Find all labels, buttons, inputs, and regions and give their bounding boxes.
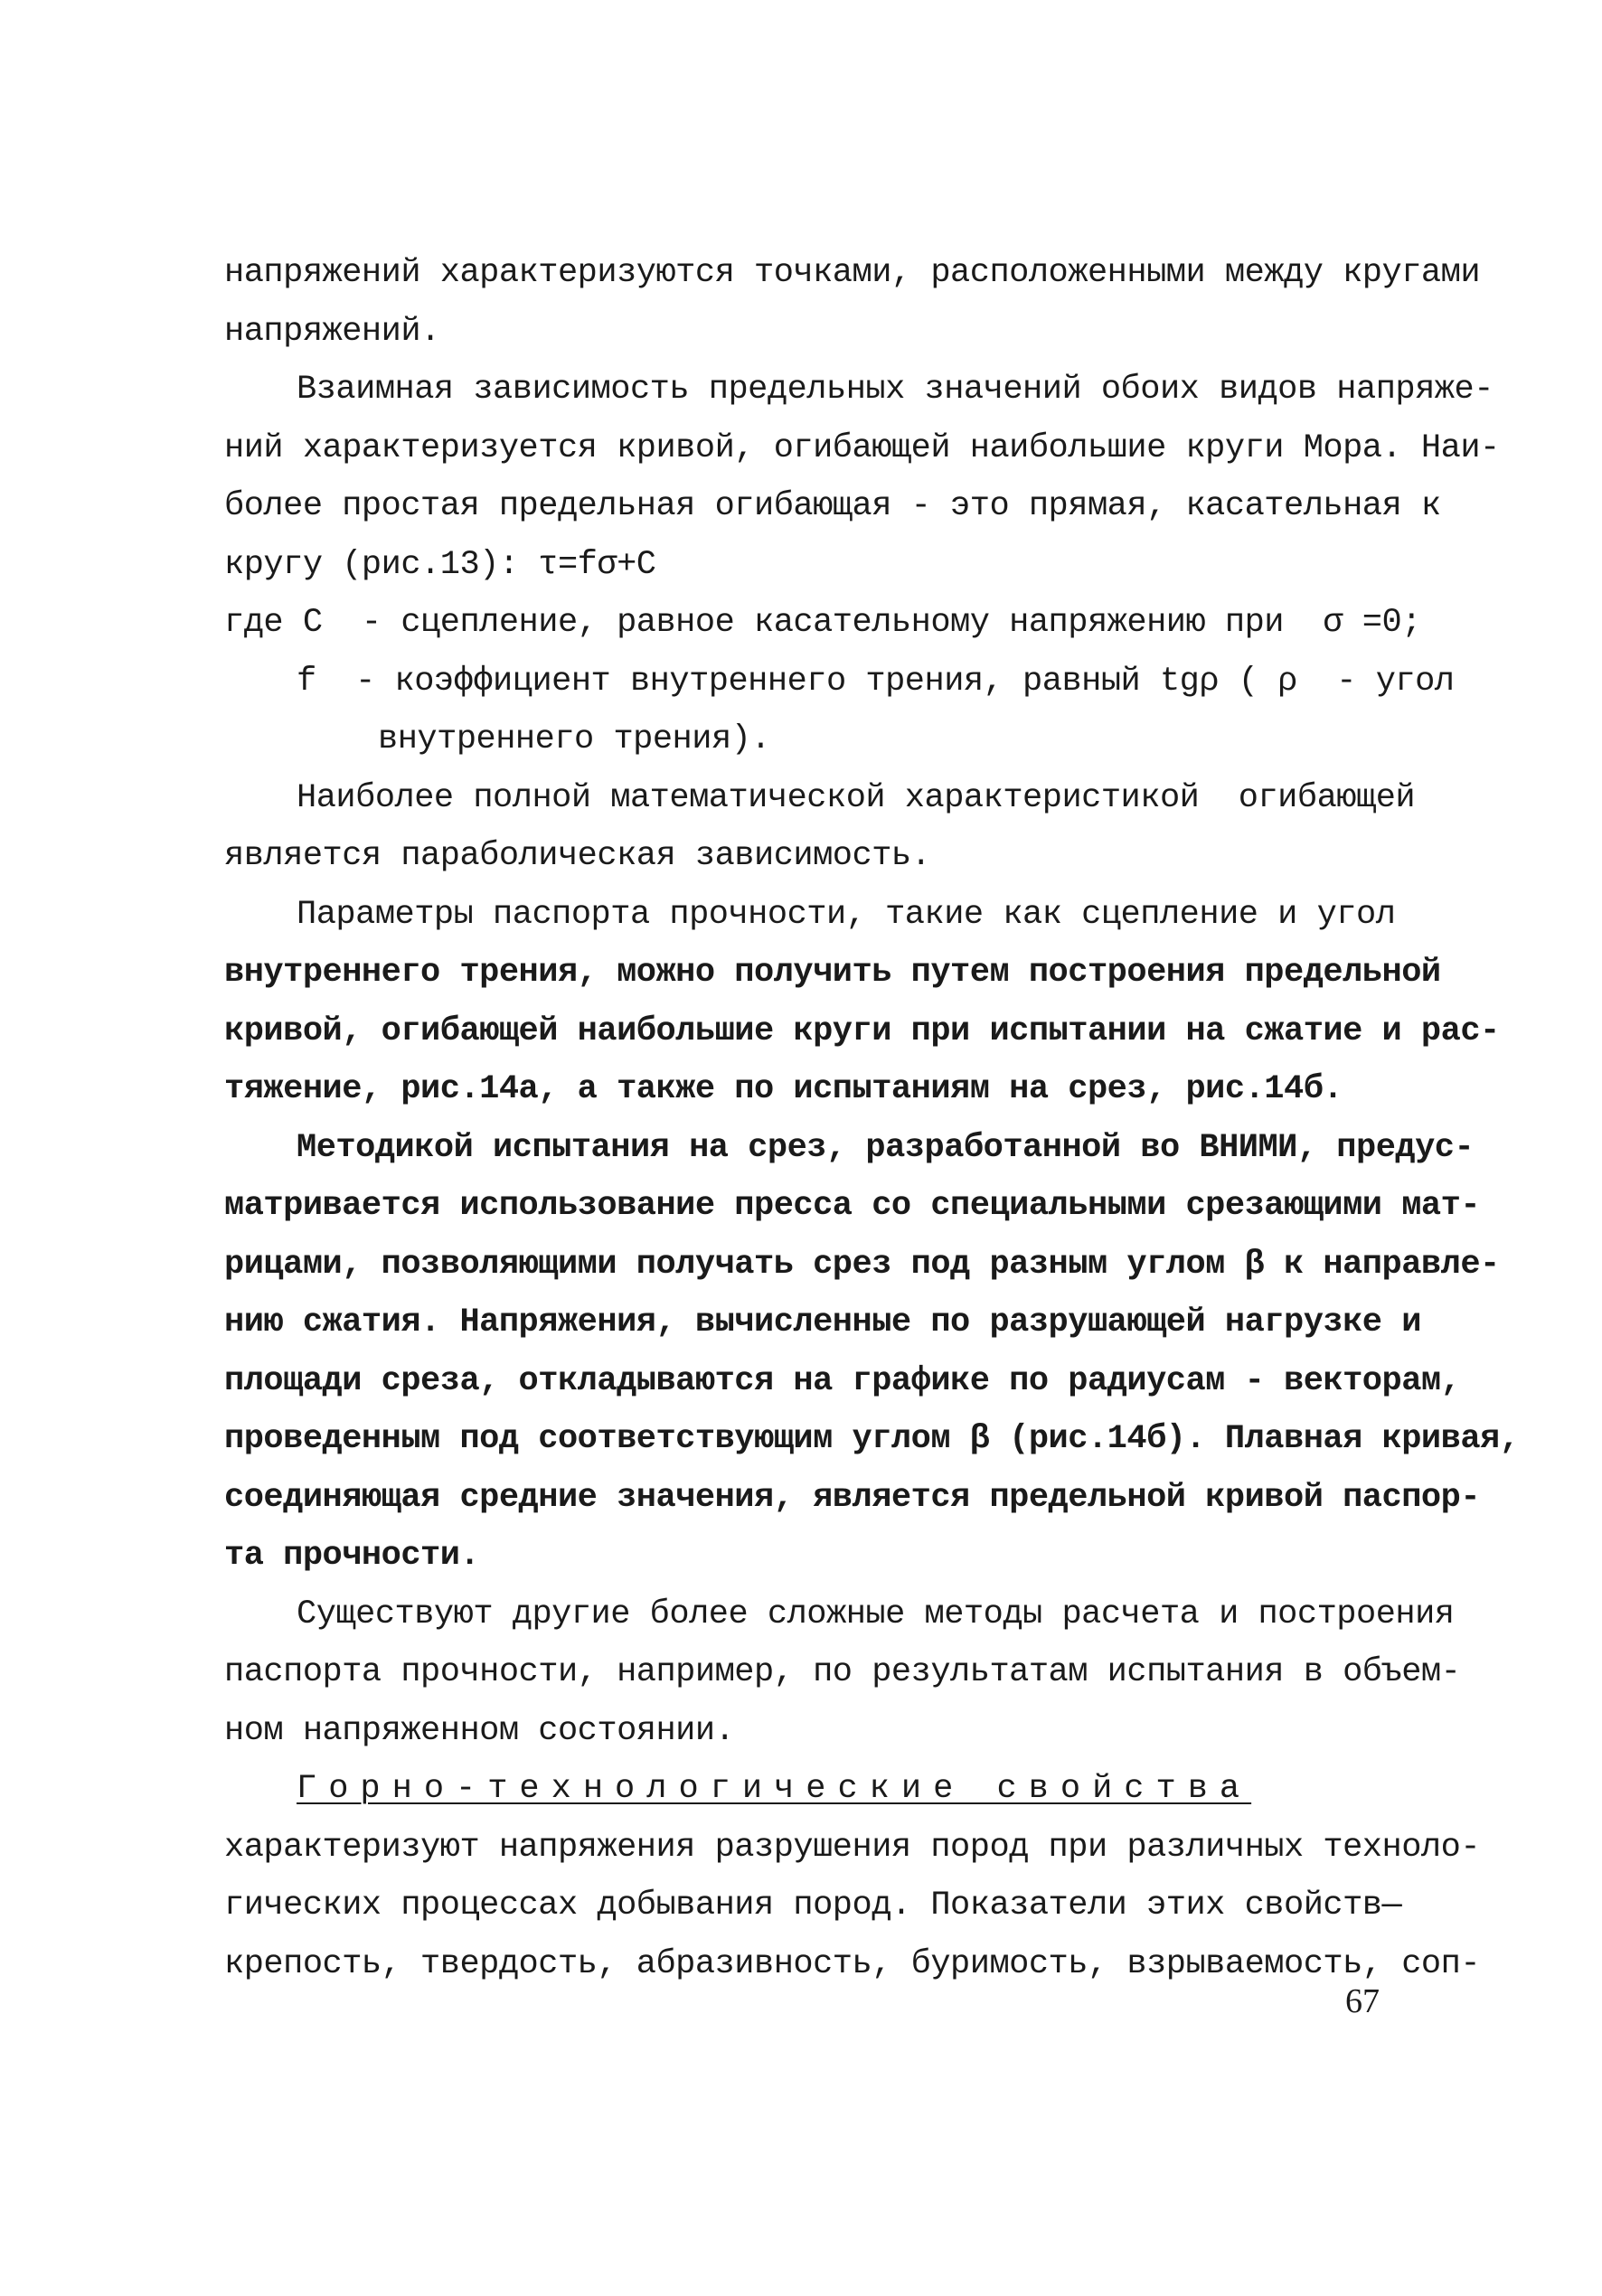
paragraph (224, 361, 1500, 594)
text-line: внутреннего трения, можно получить путем построения предельной (224, 954, 1441, 992)
definition-c: где C - сцепление, равное касательному напряжению при σ =0; (224, 604, 1421, 642)
text-line: напряжений. (224, 312, 440, 351)
section (224, 1760, 1481, 1993)
definition-list (224, 594, 1455, 769)
paragraph (224, 769, 1416, 886)
paragraph (224, 1586, 1461, 1761)
text-line: соединяющая средние значения, является предельной кривой паспор- (224, 1478, 1481, 1517)
text-line: нию сжатия. Напряжения, вычисленные по разрушающей нагрузке и (224, 1303, 1421, 1341)
text-line: Методикой испытания на срез, разработанной во ВНИМИ, предус- (297, 1128, 1475, 1167)
text-line: матривается использование пресса со специальными срезающими мат- (224, 1187, 1481, 1225)
text-line: ном напряженном состоянии. (224, 1711, 735, 1750)
text-line: напряжений характеризуются точками, расположенными между кругами (224, 254, 1481, 292)
text-line: Наиболее полной математической характеристикой огибающей (297, 778, 1416, 817)
paragraph (224, 886, 1500, 1119)
text-line: крепость, твердость, абразивность, буримость, взрываемость, соп- (224, 1944, 1481, 1983)
formula-line: кругу (рис.13): τ=fσ+C (224, 545, 656, 584)
text-line: рицами, позволяющими получать срез под разным углом β к направле- (224, 1245, 1500, 1284)
text-line: та прочности. (224, 1537, 480, 1575)
definition-f: f - коэффициент внутреннего трения, равный tgρ ( ρ - угол (297, 662, 1455, 701)
text-line: ний характеризуется кривой, огибающей наибольшие круги Мора. Наи- (224, 428, 1500, 467)
text-line: Существуют другие более сложные методы расчета и построения (297, 1595, 1455, 1633)
paragraph (224, 244, 1481, 361)
text-line: более простая предельная огибающая - это прямая, касательная к (224, 487, 1441, 525)
text-line: кривой, огибающей наибольшие круги при испытании на сжатие и рас- (224, 1012, 1500, 1050)
text-line: Взаимная зависимость предельных значений обоих видов напряже- (297, 371, 1494, 409)
text-line: гических процессах добывания пород. Показатели этих свойств— (224, 1887, 1402, 1924)
section-heading: Горно-технологические свойства (297, 1770, 1252, 1808)
text-line: площади среза, откладываются на графике по радиусам - векторам, (224, 1361, 1461, 1400)
page-body (224, 244, 1520, 1993)
text-line: паспорта прочности, например, по результатам испытания в объем- (224, 1653, 1461, 1691)
text-line: тяжение, рис.14а, а также по испытаниям на срез, рис.14б. (224, 1070, 1343, 1108)
paragraph (224, 1119, 1520, 1586)
text-line: проведенным под соответствующим углом β (рис.14б). Плавная кривая, (224, 1420, 1520, 1458)
text-line: Параметры паспорта прочности, такие как сцепление и угол (297, 895, 1396, 934)
definition-f-continuation: внутреннего трения). (378, 720, 771, 758)
text-line: характеризуют напряжения разрушения пород при различных техноло- (224, 1828, 1481, 1867)
text-line: является параболическая зависимость. (224, 837, 931, 875)
page-number: 67 (1345, 1982, 1380, 2020)
